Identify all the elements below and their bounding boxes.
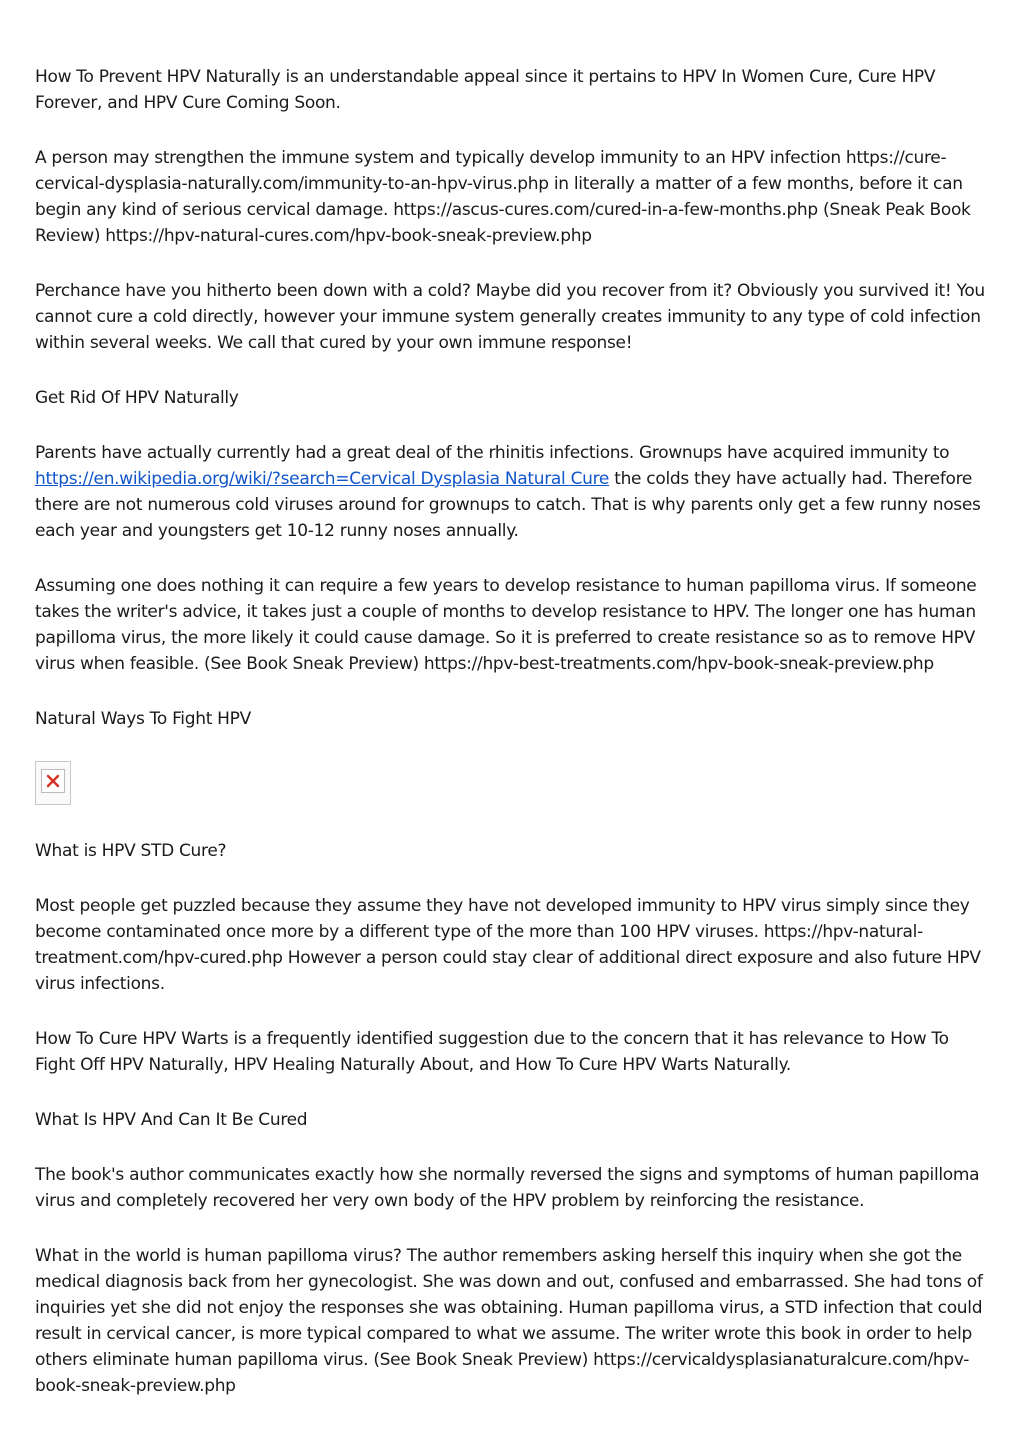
heading-can-it-be-cured: What Is HPV And Can It Be Cured xyxy=(35,1110,308,1130)
article-body xyxy=(35,64,993,1428)
paragraph-immunity: A person may strengthen the immune system and typically develop immunity to an HPV infection https://cure-cervical-dysplasia-naturally.com/immunity-to-an-hpv-virus.php in literally a matter of a few months, before it can begin any kind of serious cervical damage. https://ascus-cures.com/cured-in-a-few-months.php (Sneak Peak Book Review) https://hpv-natural-cures.com/hpv-book-sneak-preview.php xyxy=(35,148,971,246)
paragraph-cold: Perchance have you hitherto been down with a cold? Maybe did you recover from it? Obviously you survived it! You cannot cure a cold directly, however your immune system generally creates immunity to any type of cold infection within several weeks. We call that cured by your own immune response! xyxy=(35,281,985,353)
paragraph-puzzled: Most people get puzzled because they assume they have not developed immunity to HPV virus simply since they become contaminated once more by a different type of the more than 100 HPV viruses. https://hpv-natural-treatment.com/hpv-cured.php However a person could stay clear of additional direct exposure and also future HPV virus infections. xyxy=(35,896,981,994)
wikipedia-link[interactable]: https://en.wikipedia.org/wiki/?search=Cervical Dysplasia Natural Cure xyxy=(35,469,610,489)
paragraph-resistance: Assuming one does nothing it can require a few years to develop resistance to human papilloma virus. If someone takes the writer's advice, it takes just a couple of months to develop resistance to HPV. The longer one has human papilloma virus, the more likely it could cause damage. So it is preferred to create resistance so as to remove HPV virus when feasible. (See Book Sneak Preview) https://hpv-best-treatments.com/hpv-book-sneak-preview.php xyxy=(35,576,977,674)
paragraph-author: The book's author communicates exactly how she normally reversed the signs and symptoms of human papilloma virus and completely recovered her very own body of the HPV problem by reinforcing the resistance. xyxy=(35,1165,980,1211)
paragraph-parents-text-before: Parents have actually currently had a great deal of the rhinitis infections. Grownups have acquired immunity to xyxy=(35,443,950,463)
broken-image-placeholder xyxy=(35,761,71,805)
paragraph-what-is-hpv: What in the world is human papilloma virus? The author remembers asking herself this inquiry when she got the medical diagnosis back from her gynecologist. She was down and out, confused and embarrassed. She had tons of inquiries yet she did not enjoy the responses she was obtaining. Human papilloma virus, a STD infection that could result in cervical cancer, is more typical compared to what we assume. The writer wrote this book in order to help others eliminate human papilloma virus. (See Book Sneak Preview) https://cervicaldysplasianaturalcure.com/hpv-book-sneak-preview.php xyxy=(35,1246,983,1396)
heading-get-rid-of-hpv: Get Rid Of HPV Naturally xyxy=(35,388,239,408)
paragraph-intro: How To Prevent HPV Naturally is an understandable appeal since it pertains to HPV In Women Cure, Cure HPV Forever, and HPV Cure Coming Soon. xyxy=(35,67,936,113)
broken-image-icon xyxy=(46,774,60,788)
paragraph-warts: How To Cure HPV Warts is a frequently identified suggestion due to the concern that it has relevance to How To Fight Off HPV Naturally, HPV Healing Naturally About, and How To Cure HPV Warts Naturally. xyxy=(35,1029,949,1075)
heading-natural-ways: Natural Ways To Fight HPV xyxy=(35,709,251,729)
broken-image-frame xyxy=(41,769,65,793)
paragraph-parents-text-after: the colds they have actually had. Therefore there are not numerous cold viruses around for grownups to catch. That is why parents only get a few runny noses each year and youngsters get 10-12 runny noses annually. xyxy=(35,469,981,541)
paragraph-parents xyxy=(35,440,993,544)
heading-std-cure: What is HPV STD Cure? xyxy=(35,841,227,861)
